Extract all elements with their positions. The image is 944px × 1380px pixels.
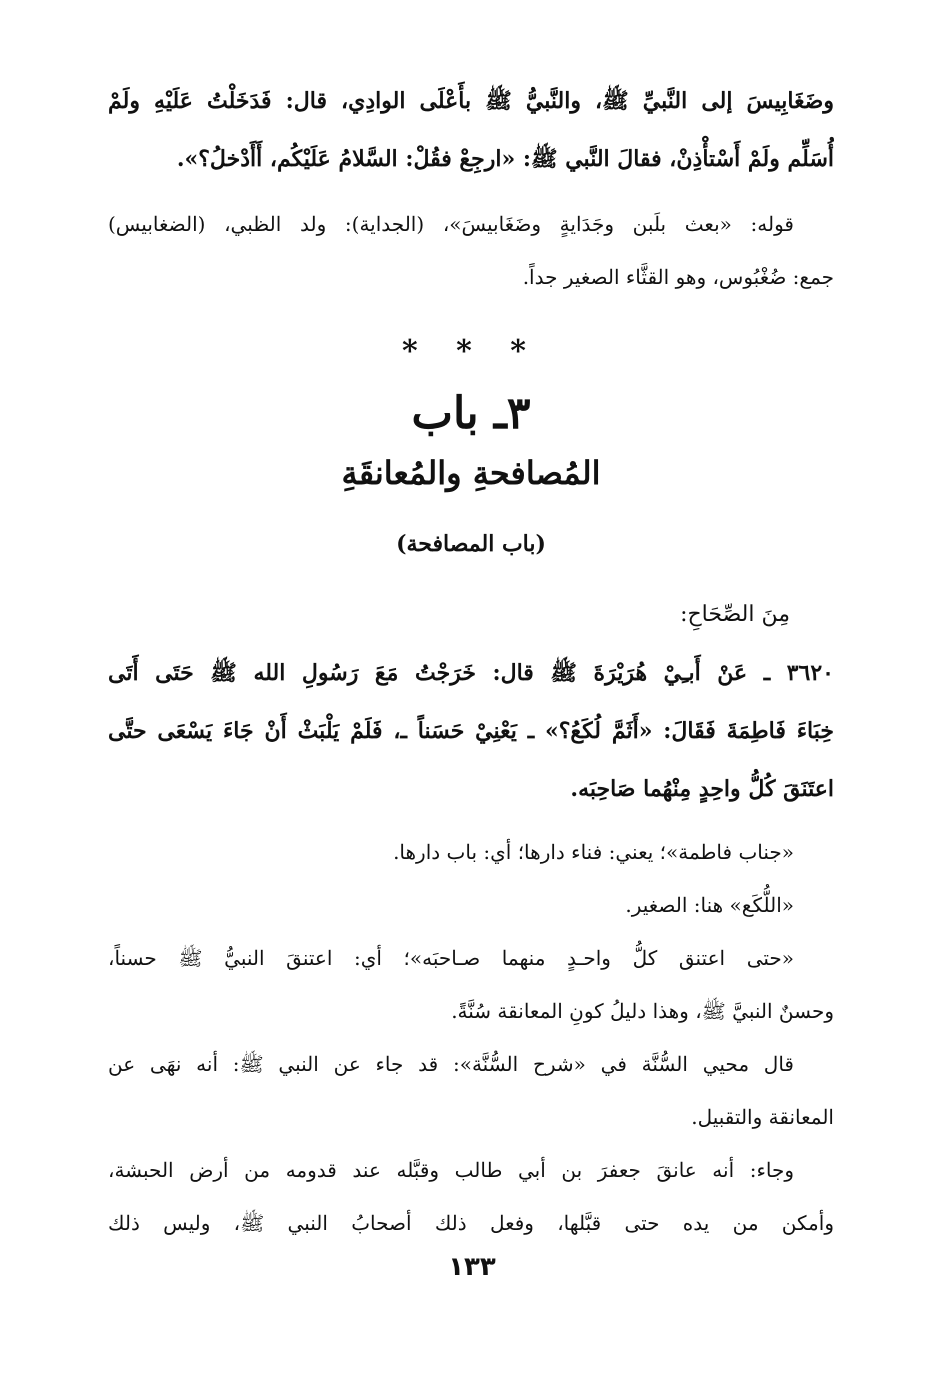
section-separator: * * *	[402, 334, 540, 369]
commentary-line: وأمكن من يده حتى قبَّلها، وفعل ذلك أصحابُ النبي ﷺ، وليس ذلك	[108, 1211, 834, 1235]
text-line: خِبَاءَ فَاطِمَةَ فَقَالَ: «أَثَمَّ لُكَعُ؟» ـ يَعْنِيْ حَسَناً ـ، فَلَمْ يَلْبَثْ أَنْ جَاءَ يَسْعَى حتَّى	[108, 718, 834, 744]
commentary-line: وحسنٌ النبيَّ ﷺ، وهذا دليلُ كونِ المعانقة سُنَّةً.	[451, 999, 834, 1023]
text-line: اعتَنَقَ كُلُّ واحِدٍ مِنْهُما صَاحِبَه.	[570, 776, 834, 802]
chapter-heading: ٣ـ باب	[411, 388, 531, 439]
commentary-line: «جناب فاطمة»؛ يعني: فناء دارها؛ أي: باب دارها.	[393, 840, 794, 864]
explanatory-note	[108, 198, 834, 304]
text-line: وضَغَابِيسَ إلى النَّبيِّ ﷺ، والنَّبيُّ ﷺ بأَعْلَى الوادِي، قال: فَدَخَلْتُ عَلَيْهِ ولَمْ	[108, 88, 834, 114]
hadith-text	[108, 644, 834, 818]
commentary-line: المعانقة والتقبيل.	[691, 1105, 834, 1129]
commentary-line: قال محيي السُّنَّة في «شرح السُّنَّة»: قد جاء عن النبي ﷺ: أنه نهَى عن	[108, 1052, 794, 1076]
book-page	[108, 72, 834, 1380]
commentary	[108, 826, 834, 1250]
text-line: ٣٦٢٠ ـ عَنْ أَبـِيْ هُرَيْرَةَ ﷺ قال: خَرَجْتُ مَعَ رَسُولِ الله ﷺ حَتَى أَتَى	[108, 660, 834, 686]
commentary-line: «اللُّكَع» هنا: الصغير.	[625, 893, 794, 917]
text-line: أُسَلِّم ولَمْ أَسْتأْذِنْ، فقالَ النَّبي ﷺ: «ارجِعْ فقُلْ: السَّلامُ عَلَيْكُم، أَأَدْخلُ؟».	[176, 146, 834, 172]
text-line: جمع: ضُغْبُوس، وهو القثَّاء الصغير جداً.	[522, 265, 834, 289]
commentary-line: وجاء: أنه عانقَ جعفرَ بن أبي طالب وقبَّله عند قدومه من أرض الحبشة،	[108, 1158, 794, 1182]
subheading: (باب المصافحة)	[396, 531, 546, 557]
chapter-title: المُصافحةِ والمُعانقَةِ	[341, 454, 601, 492]
page-number: ١٣٣	[448, 1252, 496, 1282]
hadith-continuation	[108, 72, 834, 188]
text-line: قوله: «بعث بلَبن وجَدَايةٍ وضَغَابيسَ»، (الجداية): ولد الظبي، (الضغابيس)	[108, 212, 794, 236]
section-label: مِنَ الصِّحَاحِ:	[680, 602, 790, 627]
commentary-line: «حتى اعتنق كلُّ واحـدٍ منهما صـاحبَه»؛ أي: اعتنقَ النبيُّ ﷺ حسناً،	[108, 946, 794, 970]
